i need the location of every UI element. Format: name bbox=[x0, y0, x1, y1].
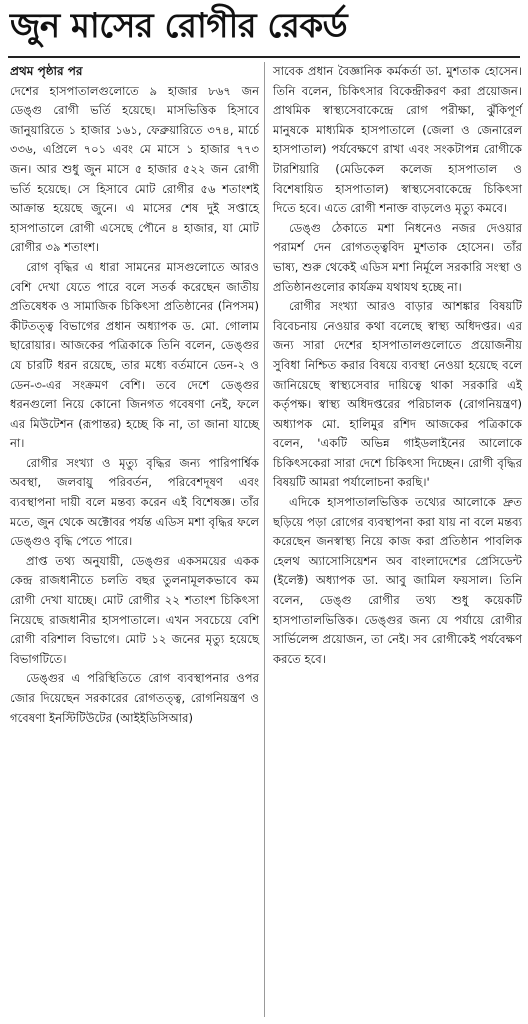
headline: জুন মাসের রোগীর রেকর্ড bbox=[10, 6, 348, 46]
paragraph-continuation: সাবেক প্রধান বৈজ্ঞানিক কর্মকর্তা ডা. মুশতাক হোসেন। তিনি বলেন, চিকিৎসার বিকেন্দ্রীকরণ করা প্রয়োজন। প্রাথমিক স্বাস্থ্যসেবাকেন্দ্রে রোগ পরীক্ষা, ঝুঁকিপূর্ণ মানুষকে মাধ্যমিক হাসপাতালে (জেলা ও জেনারেল হাসপাতাল) পর্যবেক্ষণে রাখা এবং সংকটাপন্ন রোগীকে টারশিয়ারি (মেডিকেল কলেজ হাসপাতাল ও বিশেষায়িত হাসপাতাল) স্বাস্থ্যসেবাকেন্দ্রে চিকিৎসা দিতে হবে। এতে রোগী শনাক্ত বাড়লেও মৃত্যু কমবে। bbox=[273, 64, 522, 216]
paragraph: রোগীর সংখ্যা ও মৃত্যু বৃদ্ধির জন্য পারিপার্শ্বিক অবস্থা, জলবায়ু পরিবর্তন, পরিবেশদূষণ এবং ব্যবস্থাপনা দায়ী বলে মন্তব্য করেন এই বিশেষজ্ঞ। তাঁর মতে, জুন থেকে অক্টোবর পর্যন্ত এডিস মশা বৃদ্ধির ফলে ডেঙ্গুও বৃদ্ধি পেতে পারে। bbox=[10, 455, 259, 549]
paragraph: ডেঙ্গুর এ পরিস্থিতিতে রোগ ব্যবস্থাপনার ওপর জোর দিয়েছেন সরকারের রোগতত্ত্ব, রোগনিয়ন্ত্রণ ও গবেষণা ইনস্টিটিউটের (আইইডিসিআর) bbox=[10, 671, 259, 725]
left-column bbox=[10, 62, 259, 728]
paragraph: এদিকে হাসপাতালভিত্তিক তথ্যের আলোকে দ্রুত ছড়িয়ে পড়া রোগের ব্যবস্থাপনা করা যায় না বলে মন্তব্য করেছেন জনস্বাস্থ্য নিয়ে কাজ করা প্রতিষ্ঠান পাবলিক হেলথ অ্যাসোসিয়েশন অব বাংলাদেশের প্রেসিডেন্ট (ইলেক্ট) অধ্যাপক ডা. আবু জামিল ফয়সাল। তিনি বলেন, ডেঙ্গু রোগীর তথ্য শুধু কয়েকটি হাসপাতালভিত্তিক। ডেঙ্গুর জন্য যে পর্যায়ে রোগীর সার্ভিলেন্স প্রয়োজন, তা নেই। সব রোগীকেই পর্যবেক্ষণ করতে হবে। bbox=[273, 495, 522, 666]
column-divider bbox=[264, 62, 265, 1017]
paragraph: ডেঙ্গু ঠেকাতে মশা নিধনেও নজর দেওয়ার পরামর্শ দেন রোগতত্ত্ববিদ মুশতাক হোসেন। তাঁর ভাষ্য, শুরু থেকেই এডিস মশা নির্মূলে সরকারি সংস্থা ও প্রতিষ্ঠানগুলোর কার্যক্রম যথাযথ হচ্ছে না। bbox=[273, 220, 522, 294]
paragraph: রোগ বৃদ্ধির এ ধারা সামনের মাসগুলোতে আরও বেশি দেখা যেতে পারে বলে সতর্ক করেছেন জাতীয় প্রতিষেধক ও সামাজিক চিকিৎসা প্রতিষ্ঠানের (নিপসম) কীটতত্ত্ব বিভাগের প্রধান অধ্যাপক ড. মো. গোলাম ছারোয়ার। আজকের পত্রিকাকে তিনি বলেন, ডেঙ্গুর যে চারটি ধরন রয়েছে, তার মধ্যে বর্তমানে ডেন-২ ও ডেন-৩-এর সংক্রমণ বেশি। তবে দেশে ডেঙ্গুর ধরনগুলো নিয়ে কোনো জিনগত গবেষণা নেই, ফলে এর মিউটেশন (রূপান্তর) হচ্ছে কি না, তা জানা যাচ্ছে না। bbox=[10, 259, 259, 451]
paragraph: রোগীর সংখ্যা আরও বাড়ার আশঙ্কার বিষয়টি বিবেচনায় নেওয়ার কথা বলেছে স্বাস্থ্য অধিদপ্তর। এর জন্য সারা দেশের হাসপাতালগুলোতে প্রয়োজনীয় সুবিধা নিশ্চিত করার বিষয়ে ব্যবস্থা নেওয়া হয়েছে বলে জানিয়েছে স্বাস্থ্যসেবার দায়িত্বে থাকা সরকারি এই কর্তৃপক্ষ। স্বাস্থ্য অধিদপ্তরের পরিচালক (রোগনিয়ন্ত্রণ) অধ্যাপক মো. হালিমুর রশিদ আজকের পত্রিকাকে বলেন, 'একটি অভিন্ন গাইডলাইনের আলোকে চিকিৎসকেরা সারা দেশে চিকিৎসা দিচ্ছেন। রোগী বৃদ্ধির বিষয়টি আমরা পর্যালোচনা করছি।' bbox=[273, 299, 522, 490]
right-column bbox=[273, 62, 522, 669]
paragraph: দেশের হাসপাতালগুলোতে ৯ হাজার ৮৬৭ জন ডেঙ্গু রোগী ভর্তি হয়েছে। মাসভিত্তিক হিসাবে জানুয়ারিতে ১ হাজার ১৬১, ফেব্রুয়ারিতে ৩৭৪, মার্চে ৩৩৬, এপ্রিলে ৭০১ এবং মে মাসে ১ হাজার ৭৭৩ জন। আর শুধু জুন মাসে ৫ হাজার ৫২২ জন রোগী ভর্তি হয়েছে। সে হিসাবে মোট রোগীর ৫৬ শতাংশই আক্রান্ত হয়েছে জুনে। এ মাসের শেষ দুই সপ্তাহে হাসপাতালে রোগী এসেছে পৌনে ৪ হাজার, যা মোট রোগীর ৩৯ শতাংশ। bbox=[10, 83, 259, 255]
headline-rule bbox=[8, 56, 520, 58]
continuation-kicker: প্রথম পৃষ্ঠার পর bbox=[10, 64, 83, 78]
paragraph: প্রাপ্ত তথ্য অনুযায়ী, ডেঙ্গুর একসময়ের একক কেন্দ্র রাজধানীতে চলতি বছর তুলনামূলকভাবে কম রোগী দেখা যাচ্ছে। মোট রোগীর ২২ শতাংশ চিকিৎসা নিয়েছে রাজধানীর হাসপাতালে। এখন সবচেয়ে বেশি রোগী বরিশাল বিভাগে। মোট ১২ জনের মৃত্যু হয়েছে বিভাগটিতে। bbox=[10, 553, 259, 666]
